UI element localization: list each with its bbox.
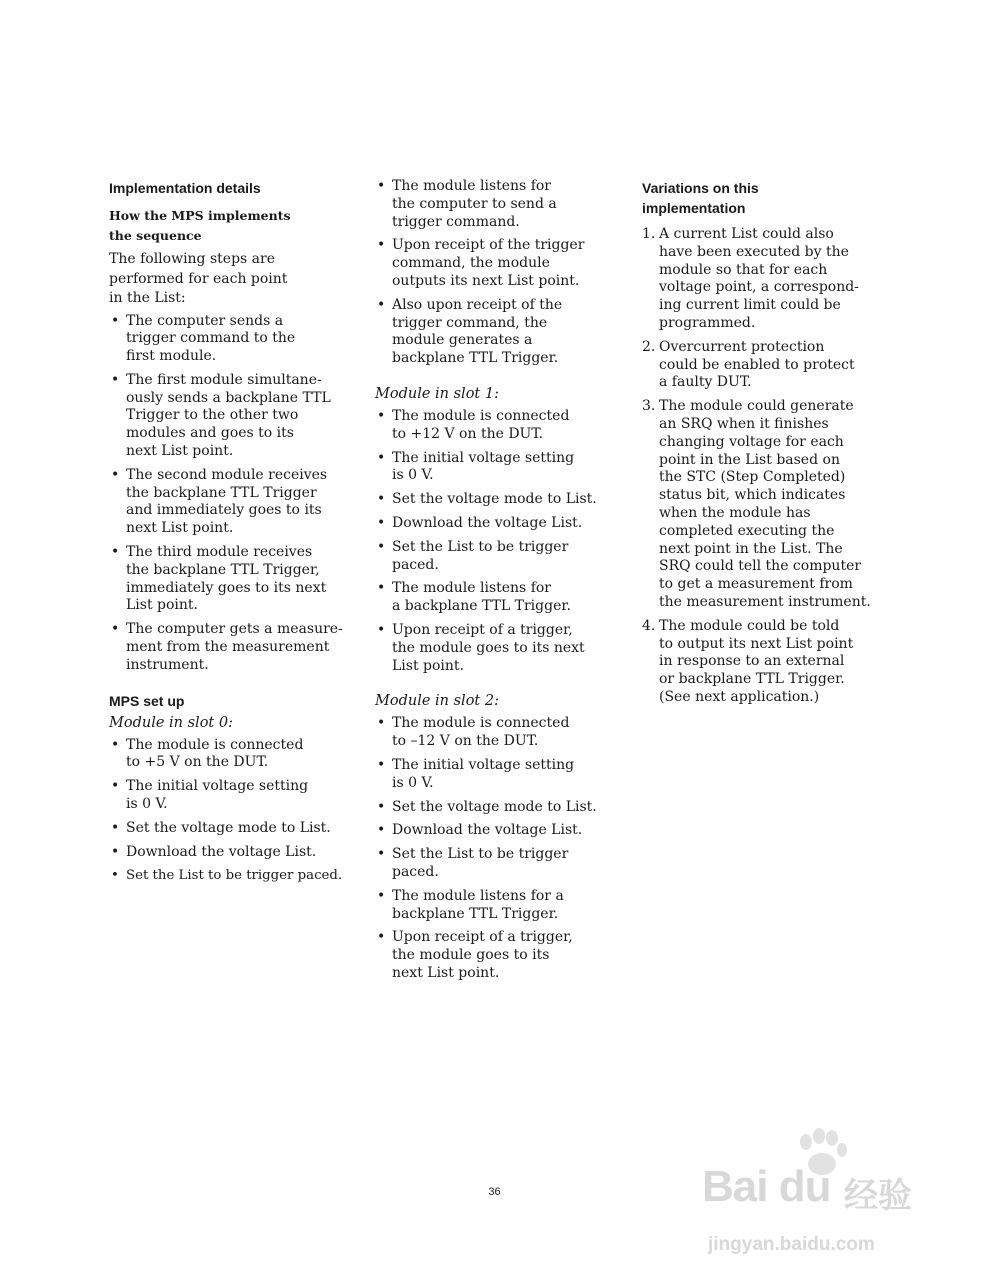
list-item: • The module listens for a backplane TTL Trigger. [375, 580, 615, 616]
watermark-cn: 经验 [844, 1177, 912, 1215]
list-item: • The module is connected to –12 V on the DUT. [375, 715, 615, 751]
list-item: • The first module simultane- ously sends a backplane TTL Trigger to the other two modules and goes to its next List point. [109, 372, 354, 461]
how-mps-implements-subheading: How the MPS implements the sequence [109, 208, 291, 243]
column-1 [109, 178, 354, 901]
list-item: • Download the voltage List. [375, 515, 615, 533]
implementation-details-heading: Implementation details [109, 180, 261, 196]
watermark-url: jingyan.baidu.com [708, 1234, 875, 1255]
list-item: • Set the List to be trigger paced. [375, 846, 615, 882]
list-item: • The third module receives the backplane TTL Trigger, immediately goes to its next List point. [109, 544, 354, 615]
list-item: • The module is connected to +5 V on the DUT. [109, 737, 354, 773]
item-number: 4. [642, 617, 656, 634]
item-text: A current List could also have been executed by the module so that for each voltage point, a correspond- ing current limit could be programmed. [659, 226, 859, 331]
list-item: • The module is connected to +12 V on the DUT. [375, 408, 615, 444]
baidu-jingyan-watermark [696, 1128, 936, 1268]
item-text: The module could generate an SRQ when it finishes changing voltage for each point in the List based on the STC (Step Completed) status bit, which indicates when the module has completed executing the next point in the List. The SRQ could tell the computer to get a measurement from the measurement instrument. [659, 398, 871, 610]
item-text: Overcurrent protection could be enabled to protect a faulty DUT. [659, 338, 855, 391]
list-item: • Download the voltage List. [109, 844, 354, 862]
slot-0-continued-list [375, 178, 615, 368]
list-item [642, 398, 887, 612]
variations-heading: Variations on this implementation [642, 180, 759, 216]
watermark-brand: Bai du [702, 1162, 831, 1211]
mps-setup-heading: MPS set up [109, 692, 185, 709]
list-item: • Download the voltage List. [375, 822, 615, 840]
list-item: • Upon receipt of a trigger, the module goes to its next List point. [375, 622, 615, 675]
list-item: • The module listens for a backplane TTL Trigger. [375, 888, 615, 924]
list-item: • Set the voltage mode to List. [375, 491, 615, 509]
intro-paragraph: The following steps are performed for each point in the List: [109, 251, 288, 306]
list-item: • The computer sends a trigger command to the first module. [109, 313, 354, 366]
list-item: • Set the voltage mode to List. [109, 820, 354, 838]
list-item: • Also upon receipt of the trigger command, the module generates a backplane TTL Trigger. [375, 297, 615, 368]
list-item: • Set the voltage mode to List. [375, 799, 615, 817]
page-number: 36 [488, 1186, 501, 1198]
list-item: • Upon receipt of a trigger, the module goes to its next List point. [375, 929, 615, 982]
list-item: • The initial voltage setting is 0 V. [375, 757, 615, 793]
list-item: • The module listens for the computer to send a trigger command. [375, 178, 615, 231]
slot-1-label: Module in slot 1: [375, 385, 499, 402]
list-item: • Set the List to be trigger paced. [375, 539, 615, 575]
list-item [642, 339, 887, 392]
list-item [642, 618, 887, 707]
list-item: • The initial voltage setting is 0 V. [375, 450, 615, 486]
item-number: 1. [642, 226, 656, 242]
slot-0-list [109, 737, 354, 886]
list-item [642, 226, 887, 333]
list-item: • The computer gets a measure- ment from the measurement instrument. [109, 621, 354, 674]
list-item: • Set the List to be trigger paced. [109, 867, 354, 885]
item-number: 3. [642, 398, 656, 415]
column-3 [642, 178, 887, 713]
slot-0-label: Module in slot 0: [109, 714, 233, 731]
list-item: • Upon receipt of the trigger command, the module outputs its next List point. [375, 237, 615, 290]
list-item: • The initial voltage setting is 0 V. [109, 778, 354, 814]
slot-2-label: Module in slot 2: [375, 693, 499, 710]
variations-list [642, 226, 887, 707]
column-2 [375, 178, 615, 999]
list-item: • The second module receives the backplane TTL Trigger and immediately goes to its next List point. [109, 467, 354, 538]
sequence-steps-list [109, 313, 354, 675]
slot-1-list [375, 408, 615, 675]
item-number: 2. [642, 338, 656, 355]
slot-2-list [375, 715, 615, 982]
item-text: The module could be told to output its next List point in response to an external or backplane TTL Trigger. (See next application.) [659, 617, 854, 705]
